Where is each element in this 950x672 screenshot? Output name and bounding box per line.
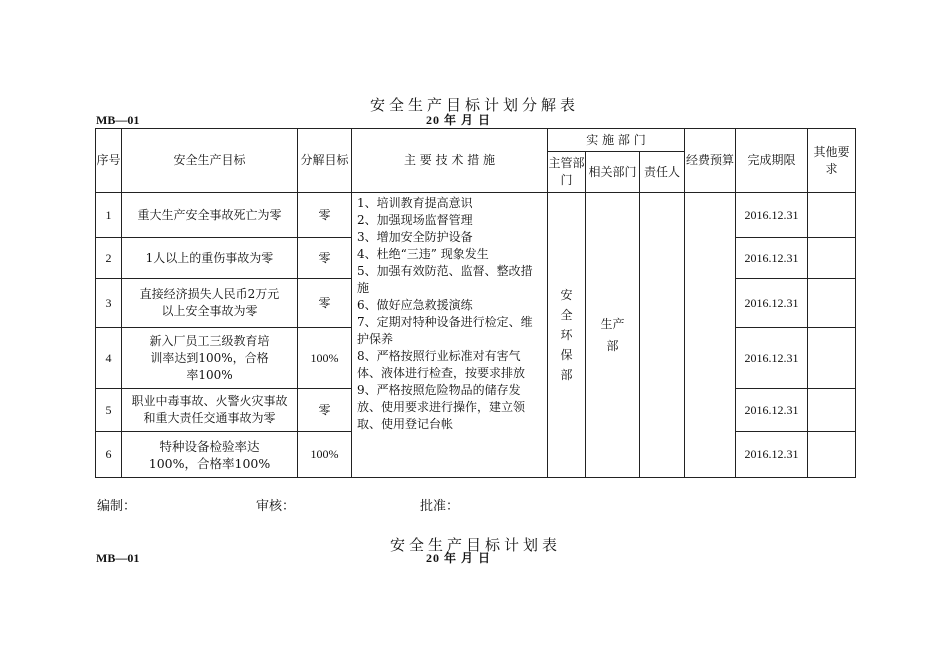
- row-other: [808, 279, 856, 328]
- second-date-line: 20 年 月 日: [426, 551, 492, 565]
- row-deadline: 2016.12.31: [736, 238, 808, 279]
- second-form-code: MB—01: [96, 551, 140, 565]
- row-seq: 1: [96, 193, 122, 238]
- row-decomp: 零: [298, 389, 352, 432]
- row-deadline: 2016.12.31: [736, 193, 808, 238]
- related-dept-cell: [586, 193, 640, 478]
- header-deadline: 完成期限: [736, 129, 808, 193]
- target-decomposition-table: [95, 128, 856, 478]
- row-goal: 新入厂员工三级教育培训率达到100%，合格率100%: [122, 328, 298, 389]
- row-decomp: 100%: [298, 328, 352, 389]
- main-dept-char: 全: [560, 308, 573, 322]
- row-seq: 3: [96, 279, 122, 328]
- row-goal: 直接经济损失人民币2万元以上安全事故为零: [122, 279, 298, 328]
- row-goal: 重大生产安全事故死亡为零: [122, 193, 298, 238]
- main-dept-cell: [548, 193, 586, 478]
- header-dept: 实 施 部 门: [548, 129, 685, 152]
- row-goal: 特种设备检验率达100%，合格率100%: [122, 432, 298, 478]
- row-decomp: 零: [298, 238, 352, 279]
- form-code: MB—01: [96, 113, 140, 127]
- main-dept-char: 安: [560, 288, 573, 302]
- measure-item: 3、增加安全防护设备: [357, 230, 473, 244]
- row-seq: 5: [96, 389, 122, 432]
- header-measures: 主 要 技 术 措 施: [352, 129, 548, 193]
- row-deadline: 2016.12.31: [736, 432, 808, 478]
- header-budget: 经费预算: [685, 129, 736, 193]
- row-decomp: 零: [298, 193, 352, 238]
- row-seq: 6: [96, 432, 122, 478]
- approved-by-label: 批准：: [420, 499, 460, 514]
- measure-item: 2、加强现场监督管理: [357, 213, 473, 227]
- row-other: [808, 328, 856, 389]
- table-row: [96, 193, 856, 238]
- measure-item: 5、加强有效防范、监督、整改措施: [357, 264, 533, 295]
- measure-item: 6、做好应急救援演练: [357, 298, 473, 312]
- row-deadline: 2016.12.31: [736, 328, 808, 389]
- main-dept-char: 部: [560, 368, 573, 382]
- measure-item: 9、严格按照危险物品的储存发放、使用要求进行操作，建立领取、使用登记台帐: [357, 383, 526, 431]
- row-other: [808, 432, 856, 478]
- header-dept-related: 相关部门: [586, 152, 640, 193]
- main-dept-name: [548, 285, 585, 385]
- budget-cell: [685, 193, 736, 478]
- resp-person-cell: [640, 193, 685, 478]
- measure-item: 7、定期对特种设备进行检定、维护保养: [357, 315, 533, 346]
- row-other: [808, 193, 856, 238]
- second-document-title: 安全生产目标计划表: [390, 536, 562, 554]
- reviewed-by-label: 审核：: [256, 499, 296, 514]
- main-dept-char: 环: [560, 328, 573, 342]
- row-decomp: 零: [298, 279, 352, 328]
- header-dept-resp: 责任人: [640, 152, 685, 193]
- row-deadline: 2016.12.31: [736, 389, 808, 432]
- prepared-by-label: 编制：: [97, 499, 137, 514]
- header-goal: 安全生产目标: [122, 129, 298, 193]
- row-decomp: 100%: [298, 432, 352, 478]
- date-line: 20 年 月 日: [426, 113, 492, 127]
- row-other: [808, 238, 856, 279]
- row-seq: 2: [96, 238, 122, 279]
- row-seq: 4: [96, 328, 122, 389]
- measure-item: 4、杜绝“三违” 现象发生: [357, 247, 489, 261]
- related-dept-name: 生产部: [600, 317, 625, 353]
- row-other: [808, 389, 856, 432]
- row-deadline: 2016.12.31: [736, 279, 808, 328]
- row-goal: 1人以上的重伤事故为零: [122, 238, 298, 279]
- header-seq: 序号: [96, 129, 122, 193]
- main-dept-char: 保: [560, 348, 573, 362]
- document-title: 安全生产目标计划分解表: [370, 96, 580, 114]
- measure-item: 8、严格按照行业标准对有害气体、液体进行检查，按要求排放: [357, 349, 526, 380]
- header-dept-main: 主管部门: [548, 152, 586, 193]
- technical-measures: [352, 193, 548, 478]
- row-goal: 职业中毒事故、火警火灾事故和重大责任交通事故为零: [122, 389, 298, 432]
- header-decomp: 分解目标: [298, 129, 352, 193]
- measure-item: 1、培训教育提高意识: [357, 196, 473, 210]
- header-other: 其他要求: [808, 129, 856, 193]
